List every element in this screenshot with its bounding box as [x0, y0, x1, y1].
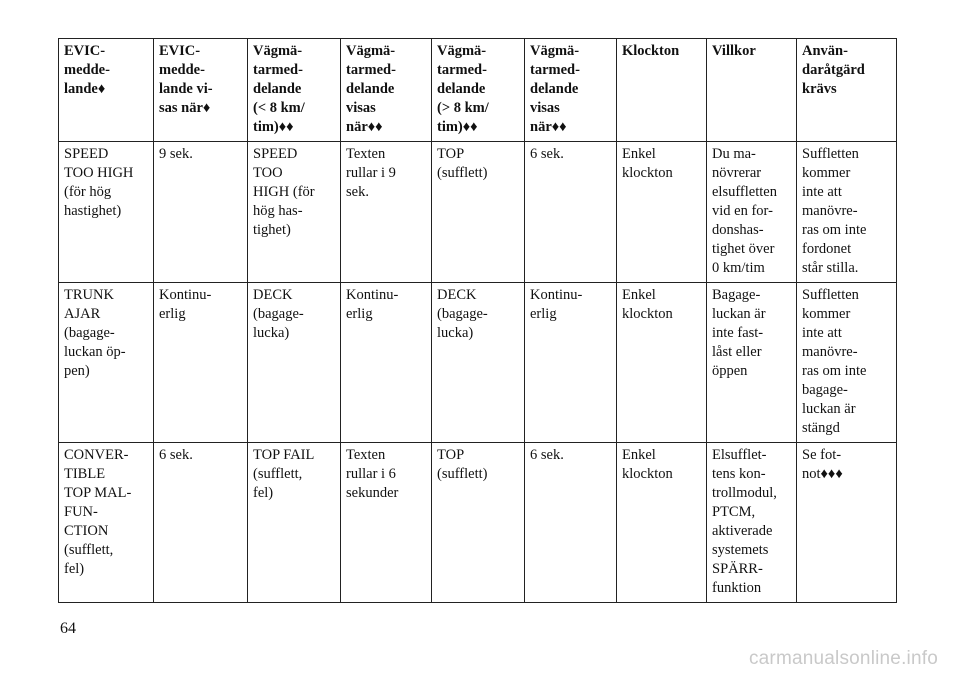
header-condition: Villkor	[707, 39, 797, 142]
table-cell: 6 sek.	[525, 142, 617, 283]
table-cell: TOP FAIL (sufflett, fel)	[248, 443, 341, 603]
header-odometer-message-above-8: Vägmä- tarmed- delande (> 8 km/ tim)♦♦	[432, 39, 525, 142]
table-cell: Texten rullar i 6 sekunder	[341, 443, 432, 603]
table-cell: 9 sek.	[154, 142, 248, 283]
table-cell: TOP (sufflett)	[432, 443, 525, 603]
table-cell: Suffletten kommer inte att manövre- ras om inte fordonet står stilla.	[797, 142, 897, 283]
table-cell: SPEED TOO HIGH (för hög hastighet)	[59, 142, 154, 283]
table-cell: TRUNK AJAR (bagage- luckan öp- pen)	[59, 283, 154, 443]
table-cell: DECK (bagage- lucka)	[432, 283, 525, 443]
header-odometer-shown-when-above-8: Vägmä- tarmed- delande visas när♦♦	[525, 39, 617, 142]
table-cell: Du ma- növrerar elsuffletten vid en for- donshas- tighet över 0 km/tim	[707, 142, 797, 283]
table-cell: DECK (bagage- lucka)	[248, 283, 341, 443]
table-cell: Enkel klockton	[617, 283, 707, 443]
table-cell: Enkel klockton	[617, 443, 707, 603]
table-row	[59, 443, 897, 603]
table-cell: Kontinu- erlig	[525, 283, 617, 443]
table-cell: Suffletten kommer inte att manövre- ras om inte bagage- luckan är stängd	[797, 283, 897, 443]
header-chime: Klockton	[617, 39, 707, 142]
header-odometer-message-below-8: Vägmä- tarmed- delande (< 8 km/ tim)♦♦	[248, 39, 341, 142]
table-cell: 6 sek.	[525, 443, 617, 603]
table-row	[59, 142, 897, 283]
table-cell: Kontinu- erlig	[154, 283, 248, 443]
header-odometer-shown-when-below-8: Vägmä- tarmed- delande visas när♦♦	[341, 39, 432, 142]
table-header-row	[59, 39, 897, 142]
table-cell: Kontinu- erlig	[341, 283, 432, 443]
header-evic-shown-when: EVIC- medde- lande vi- sas när♦	[154, 39, 248, 142]
header-evic-message: EVIC- medde- lande♦	[59, 39, 154, 142]
table-cell: Bagage- luckan är inte fast- låst eller öppen	[707, 283, 797, 443]
table-cell: Enkel klockton	[617, 142, 707, 283]
page-number: 64	[60, 620, 76, 637]
table-row	[59, 283, 897, 443]
table-cell: SPEED TOO HIGH (för hög has- tighet)	[248, 142, 341, 283]
header-user-action: Använ- daråtgärd krävs	[797, 39, 897, 142]
watermark: carmanualsonline.info	[748, 648, 938, 669]
table-cell: Texten rullar i 9 sek.	[341, 142, 432, 283]
warning-message-table	[58, 38, 897, 603]
table-cell: Se fot- not♦♦♦	[797, 443, 897, 603]
table-cell: Elsufflet- tens kon- trollmodul, PTCM, aktiverade systemets SPÄRR- funktion	[707, 443, 797, 603]
table-cell: TOP (sufflett)	[432, 142, 525, 283]
table-cell: 6 sek.	[154, 443, 248, 603]
table-cell: CONVER- TIBLE TOP MAL- FUN- CTION (sufflett, fel)	[59, 443, 154, 603]
